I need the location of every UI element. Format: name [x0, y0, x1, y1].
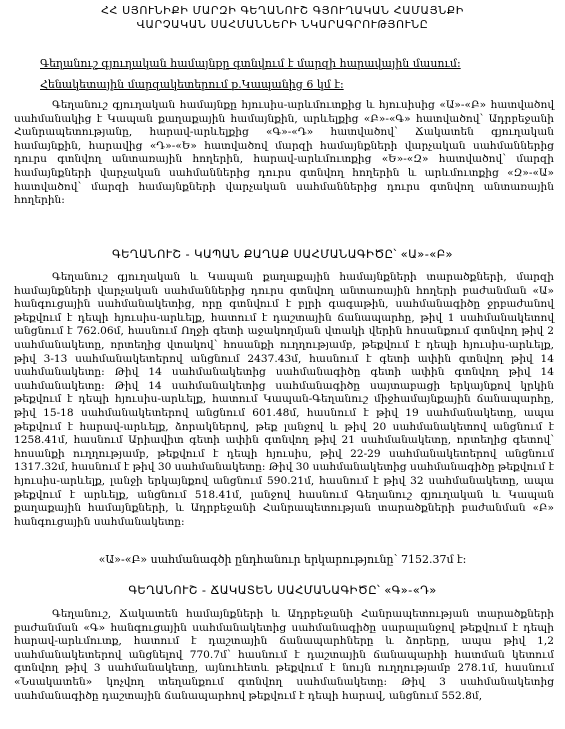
section-1-paragraph: Գեղանուշ գյուղական և Կապան քաղաքային համայնքների տարածքների, մարզի համայնքների վարչական սահմաններից դուրս գտնվող անտառային հողերի բաժանման «Ա» հանգուցային սահմանակետից, որը գտնվում է բլրի գագաթին, սահմանագիծը ջրբաժանով թեքվում է դեպի հյուսիս-արևելք, հատում է դաշտային ճանապարհը, թիվ 1 սահմանակետով անցնում է 762.06մ, հասնում Ողջի գետի աջակողմյան վտակի վերին հոսանքում գտնվող թիվ 2 սահմանակետը, որտեղից վտակով՝ հոսանքի ուղղությամբ, թեքվում է դեպի հյուսիս-արևելք, թիվ 3-13 սահմանակետերով անցնում 2437.43մ, հասնում է գետի ափին գտնվող թիվ 14 սահմանակետը: Թիվ 14 սահմանակետից սահմանագիծը գետի ափին գտնվող թիվ 14 սահմանակետը: Թիվ 14 սահմանակետից սահմանագիծը սայտաբացի երկայնքով կրկին թեքվում է դեպի հյուսիս-արևելք, հատում Կապան-Գեղանուշ միջհամայնքային ճանապարհը, թիվ 15-18 սահմանակետերով անցնում 601.48մ, հասնում է թիվ 19 սահմանակետը, ապա թեքվում է հարավ-արևելք, ձորակներով, թեք լանջով և թիվ 20 սահմանակետով անցնում է 1258.41մ, հասնում Արիավիտ գետի ափին գտնվող թիվ 21 սահմանակետը, որտեղից գետով՝ հոսանքի ուղղությամբ, թեքվում է դեպի հյուսիս, թիվ 22-29 սահմանակետերով անցնում 1317.32մ, հասնում է թիվ 30 սահմանակետը: Թիվ 30 սահմանակետից սահմանագիծը թեքվում է հյուսիս-արևելք, լանջի երկայնքով անցնում 590.21մ, հասնում է թիվ 32 սահմանակետը, ապա թեքվում է արևելք, անցնում 518.41մ, լանջով հասնում Գեղանուշ գյուղական և Կապան քաղաքային համայնքների, և Ադրբեջանի Հանրապետության տարածքների բաժանման «Բ» հանգուցային սահմանակետը:: [14, 271, 554, 528]
intro-location-line: Գեղանուշ գյուղական համայնքը գտնվում է մարզի հարավային մասում:: [40, 57, 461, 70]
document-header-line-1: ՀՀ ՍՅՈՒՆԻՔԻ ՄԱՐԶԻ ԳԵՂԱՆՈՒՇ ԳՅՈՒՂԱԿԱՆ ՀԱՄԱՅՆՔԻ: [101, 4, 464, 17]
document-header-line-2: ՎԱՐՉԱԿԱՆ ՍԱՀՄԱՆՆԵՐԻ ՆԿԱՐԱԳՐՈՒԹՅՈՒՆԸ: [136, 18, 429, 31]
section-2-title: ԳԵՂԱՆՈՒՇ - ՃԱԿԱՏԵՆ ՍԱՀՄԱՆԱԳԻԾԸ՝ «Գ»-«Դ»: [128, 583, 437, 597]
intro-distance-line: Հենակետային մարզակետերում ք.Կապանից 6 կմ է:: [40, 78, 344, 91]
section-1-summary: «Ա»-«Բ» սահմանագծի ընդհանուր երկարությունը՝ 7152.37մ է:: [98, 553, 467, 566]
section-1-title: ԳԵՂԱՆՈՒՇ - ԿԱՊԱՆ ՔԱՂԱՔ ՍԱՀՄԱՆԱԳԻԾԸ՝ «Ա»-«Բ»: [112, 247, 453, 261]
section-2-paragraph: Գեղանուշ, Ճակատեն համայնքների և Ադրբեջանի Հանրապետության տարածքների բաժանման «Գ» հանգուցային սահմանակետից սահմանագիծը սարալանջով թեքվում է դեպի հարավ-արևմուտք, հատում է դաշտային ճանապարհները և ձորերը, ապա թիվ 1,2 սահմանակետերով անցնելով 770.7մ՝ հասնում է դաշտային ճանապարհի հատման կետում գտնվող թիվ 3 սահմանակետը, այնուհետև թեքվում է նույն ուղղությամբ 278.1մ, հասնում «Նսակատեն» կոչվող տեղանքում գտնվող սահմանակետը: Թիվ 3 սահմանակետից սահմանագիծը դաշտային ճանապարհով թեքվում է դեպի հարավ, անցնում 552.8մ,: [14, 608, 554, 702]
intro-paragraph: Գեղանուշ գյուղական համայնքը հյուսիս-արևմուտքից և հյուսիսից «Ա»-«Բ» հատվածով սահմանակից է Կապան քաղաքային համայնքին, արևելքից «Բ»-«Գ» հատվածով՝ Ադրբեջանի Հանրապետությանը, հարավ-արևելքից «Գ»-«Դ» հատվածով՝ Ճակատեն գյուղական համայնքին, հարավից «Դ»-«Ե» հատվածով մարզի համայնքների վարչական սահմաններից դուրս գտնվող անտառային հողերին, հարավ-արևմուտքից «Ե»-«Զ» հատվածով՝ մարզի համայնքների վարչական սահմաններից դուրս գտնվող հողերին և արևմուտքից «Զ»-«Ա» հատվածով՝ մարզի համայնքների վարչական սահմաններից դուրս գտնվող անտառային հողերին:: [14, 99, 554, 207]
